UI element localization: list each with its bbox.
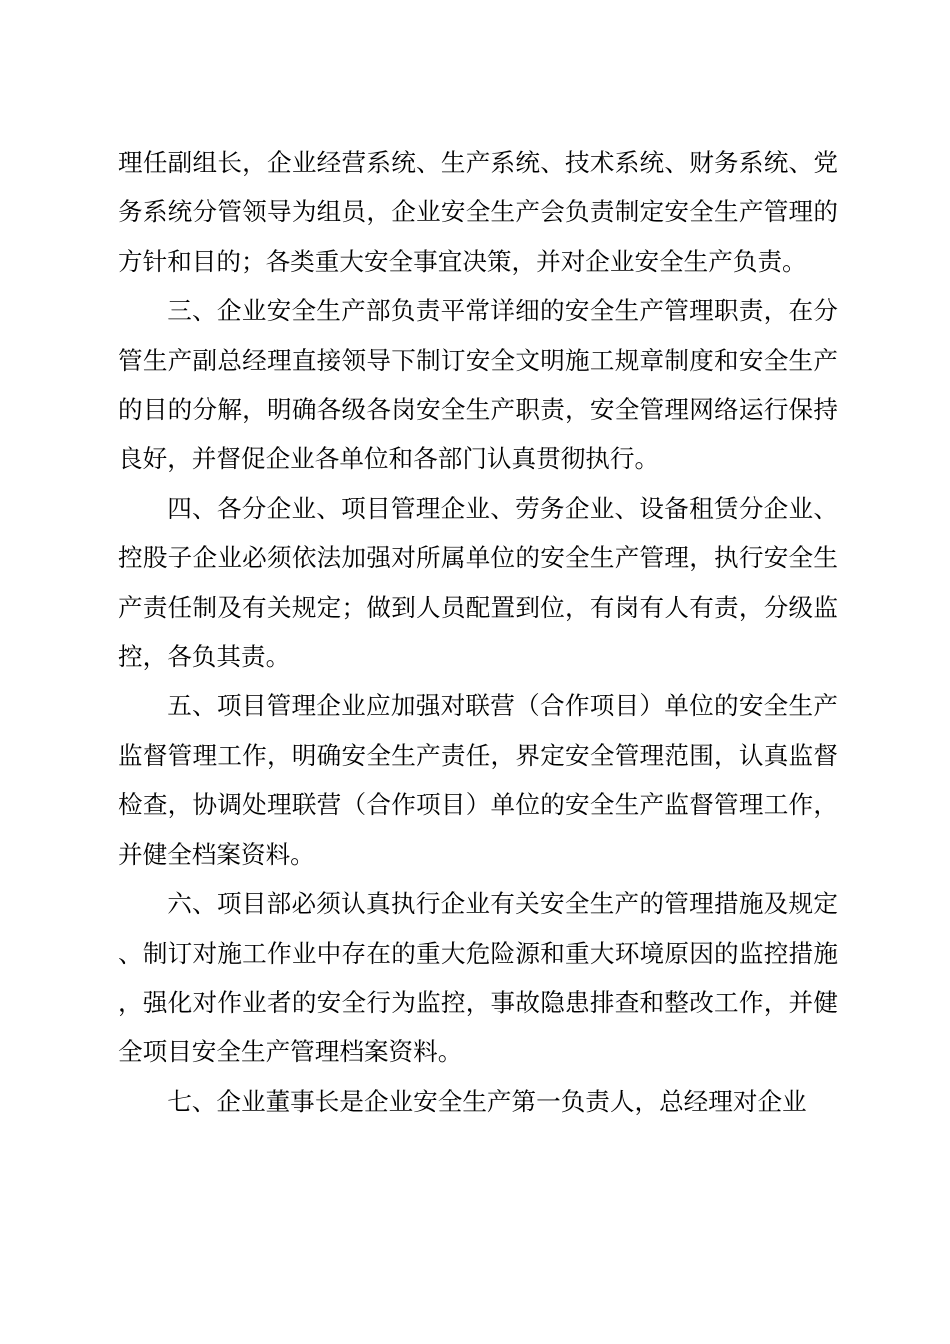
paragraph-item-5: 五、项目管理企业应加强对联营（合作项目）单位的安全生产监督管理工作，明确安全生产责任，界定安全管理范围，认真监督检查，协调处理联营（合作项目）单位的安全生产监督管理工作，并健全档案资料。 [118, 691, 838, 869]
document-body [118, 138, 838, 1126]
paragraph-item-3: 三、企业安全生产部负责平常详细的安全生产管理职责，在分管生产副总经理直接领导下制订安全文明施工规章制度和安全生产的目的分解，明确各级各岗安全生产职责，安全管理网络运行保持良好，并督促企业各单位和各部门认真贯彻执行。 [118, 296, 838, 474]
paragraph-continued: 理任副组长，企业经营系统、生产系统、技术系统、财务系统、党务系统分管领导为组员，企业安全生产会负责制定安全生产管理的方针和目的；各类重大安全事宜决策，并对企业安全生产负责。 [118, 148, 838, 276]
paragraph-item-4: 四、各分企业、项目管理企业、劳务企业、设备租赁分企业、控股子企业必须依法加强对所属单位的安全生产管理，执行安全生产责任制及有关规定；做到人员配置到位，有岗有人有责，分级监控，各负其责。 [118, 493, 838, 672]
paragraph-item-7: 七、企业董事长是企业安全生产第一负责人，总经理对企业 [167, 1086, 807, 1116]
paragraph-item-6: 六、项目部必须认真执行企业有关安全生产的管理措施及规定、制订对施工作业中存在的重大危险源和重大环境原因的监控措施，强化对作业者的安全行为监控，事故隐患排查和整改工作，并健全项目安全生产管理档案资料。 [118, 889, 838, 1067]
